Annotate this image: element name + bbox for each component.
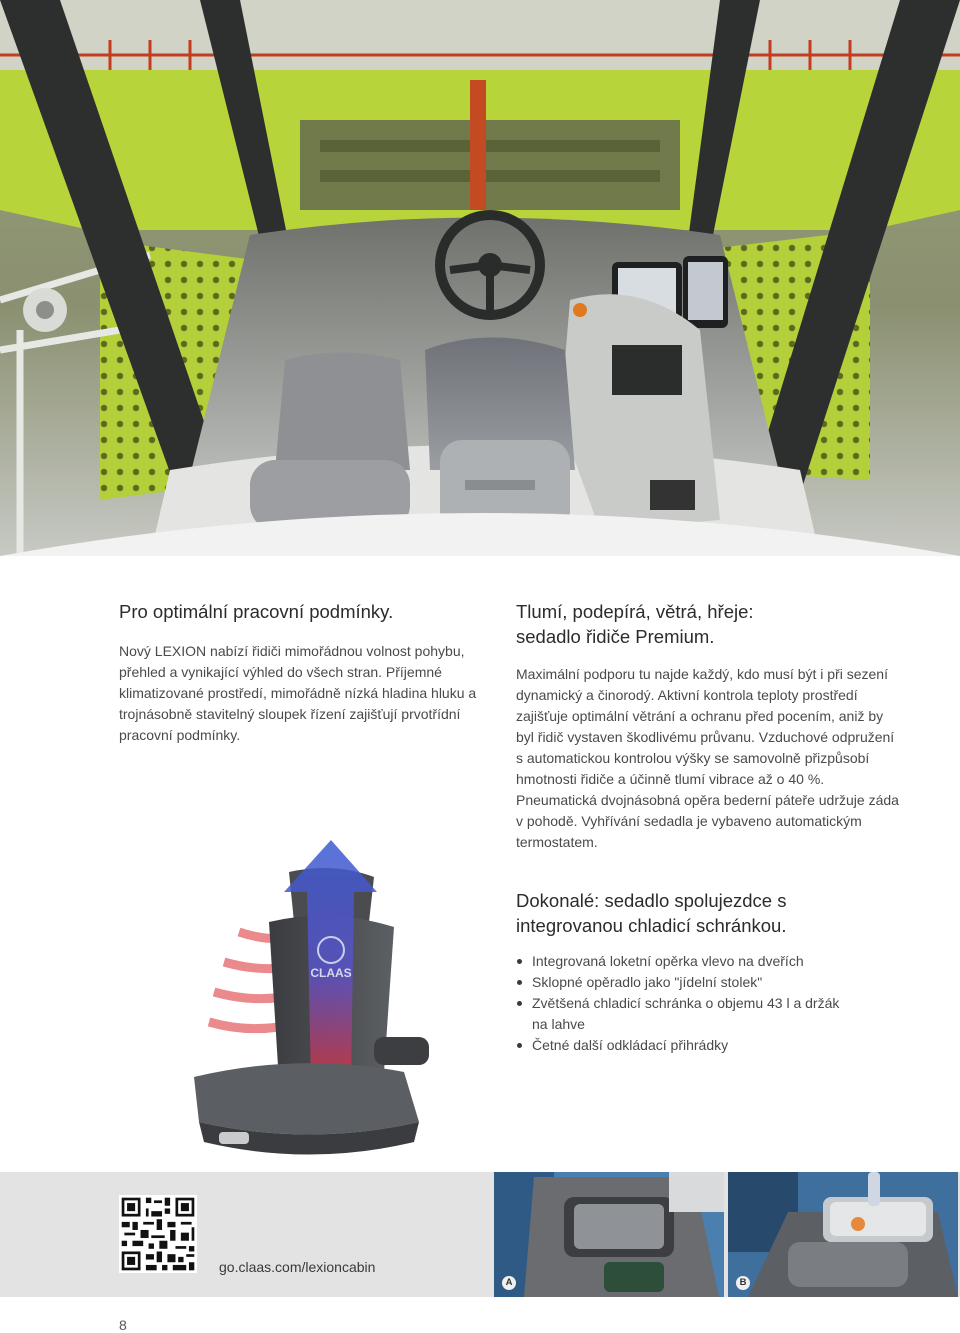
page-number: 8 — [119, 1317, 127, 1333]
passenger-seat-title-line-1: Dokonalé: sedadlo spolujezdce s — [516, 890, 787, 911]
section-title-premium-seat — [516, 599, 896, 649]
qr-code[interactable] — [119, 1195, 197, 1273]
passenger-seat-feature-list — [516, 951, 856, 1056]
qr-code-icon — [119, 1195, 197, 1273]
armrest — [374, 1037, 429, 1065]
driver-seat — [425, 338, 575, 536]
premium-seat-illustration — [119, 822, 479, 1172]
passenger-seat-title-line-2: integrovanou chladicí schránkou. — [516, 915, 787, 936]
dining-table-photo — [728, 1172, 958, 1297]
seat-cushion — [194, 1063, 419, 1134]
photo-label-a: A — [502, 1276, 516, 1290]
premium-seat-paragraph: Maximální podporu tu najde každý, kdo musí být i při sezení dynamický a činorodý. Aktivní kontrola teploty prostředí zajišťuje optimální větrání a ochranu před pocením, aniž by byl řidič vystaven škodlivému průvanu. Vzduchové odpružení s automatickou kontrolou výšky se samovolně přizpůsobí hmotnosti řidiče a účinně tlumí vibrace až o 40 %. Pneumatická dvojnásobná opěra bederní páteře udržuje záda v pohodě. Vyhřívání sedadla je vybaveno automatickým termostatem. — [516, 666, 899, 850]
intro-paragraph: Nový LEXION nabízí řidiči mimořádnou volnost pohybu, přehled a vynikající výhled do všech stran. Příjemné klimatizované prostředí, mimořádně nízká hladina hluku a trojnásobně stavitelný sloupek řízení zajišťují prvotřídní pracovní podmínky. — [119, 643, 477, 743]
cab-interior-illustration — [0, 0, 960, 556]
list-item: Zvětšená chladicí schránka o objemu 43 l a držák na lahve — [516, 993, 856, 1035]
cab-interior-photo — [0, 0, 960, 556]
photo-label-b: B — [736, 1276, 750, 1290]
premium-seat-title-line-1: Tlumí, podepírá, větrá, hřeje: — [516, 601, 754, 622]
section-title-passenger-seat — [516, 888, 896, 938]
premium-seat-title-line-2: sedadlo řidiče Premium. — [516, 626, 715, 647]
cabin-link[interactable]: go.claas.com/lexioncabin — [219, 1259, 376, 1275]
cooling-box-photo — [494, 1172, 724, 1297]
list-item: Sklopné opěradlo jako "jídelní stolek" — [516, 972, 856, 993]
cooling-box-illustration — [494, 1172, 724, 1297]
list-item: Četné další odkládací přihrádky — [516, 1035, 856, 1056]
seat-logo-text: CLAAS — [310, 966, 352, 980]
section-title-working-conditions: Pro optimální pracovní podmínky. — [119, 601, 394, 622]
seat-airflow-diagram — [119, 822, 479, 1172]
list-item: Integrovaná loketní opěrka vlevo na dveřích — [516, 951, 856, 972]
dining-table-illustration — [728, 1172, 958, 1297]
